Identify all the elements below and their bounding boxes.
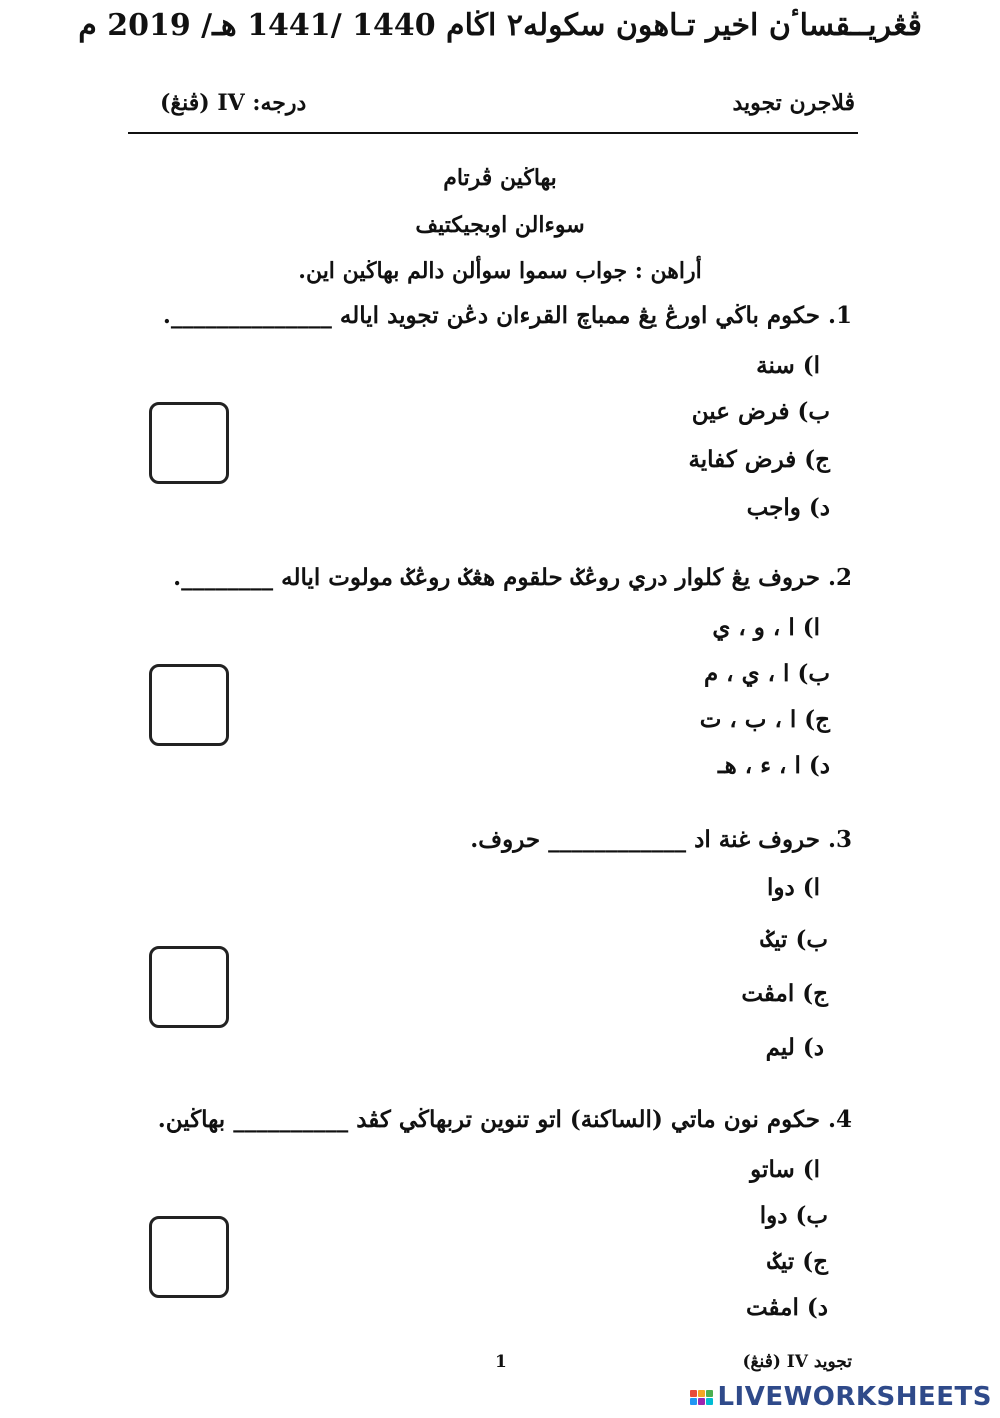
liveworksheets-logo-icon — [690, 1390, 713, 1405]
footer-subject: تجويد IV (ڤنڠ) — [742, 1352, 852, 1372]
question-3-option-d: د) ليم — [765, 1034, 824, 1061]
question-3-option-c: ج) امڤت — [741, 980, 828, 1007]
header-divider — [128, 132, 858, 134]
liveworksheets-wordmark: LIVEWORKSHEETS — [717, 1382, 992, 1412]
exam-title: ڤڠريــقساٴن اخير تـاهون سكوله٢ اڬام 1440 /1441 هـ/ 2019 م — [78, 8, 922, 43]
question-4-option-c: ج) تيݢ — [767, 1248, 828, 1275]
question-4-option-d: د) امڤت — [745, 1294, 828, 1321]
page-number: 1 — [495, 1352, 507, 1372]
subject-label: ڤلاجرن تجويد — [732, 90, 855, 116]
question-3-option-a: ا) دوا — [766, 874, 820, 901]
question-2-option-c: ج) ا ، ب ، ت — [699, 706, 830, 733]
question-1-answer-box[interactable] — [149, 402, 229, 484]
question-2-option-a: ا) ا ، و ، ي — [712, 614, 820, 641]
question-1-option-a: ا) سنة — [756, 352, 820, 379]
question-4-option-b: ب) دوا — [759, 1202, 828, 1229]
question-1-text: 1. حكوم باڬي اورڠ يڠ ممباچ القرءان دڠن تجويد اياله ______________. — [162, 302, 852, 329]
section-title: بهاڬين ڤرتام — [443, 165, 557, 191]
question-1-option-d: د) واجب — [746, 494, 830, 521]
liveworksheets-branding — [690, 1380, 992, 1414]
question-3-option-b: ب) تيݢ — [760, 926, 828, 953]
logo-tile — [690, 1398, 697, 1405]
question-3-answer-box[interactable] — [149, 946, 229, 1028]
question-3-text: 3. حروف غنة اد ____________ حروف. — [470, 826, 852, 853]
question-1-option-b: ب) فرض عين — [691, 398, 830, 425]
question-2-answer-box[interactable] — [149, 664, 229, 746]
logo-tile — [690, 1390, 697, 1397]
logo-tile — [698, 1390, 705, 1397]
question-4-text: 4. حكوم نون ماتي (الساكنة) اتو تنوين تربهاڬي كڤد __________ بهاڬين. — [157, 1106, 852, 1133]
question-2-option-b: ب) ا ، ي ، م — [703, 660, 830, 687]
question-4-option-a: ا) ساتو — [750, 1156, 820, 1183]
question-2-option-d: د) ا ، ء ، هـ — [717, 752, 830, 779]
section-subtitle: سوءالن اوبجيكتيف — [415, 212, 585, 238]
logo-tile — [706, 1398, 713, 1405]
logo-tile — [698, 1398, 705, 1405]
question-2-text: 2. حروف يڠ كلوار دري روڠݢ حلقوم هڠݢ روڠݢ مولوت اياله ________. — [173, 564, 852, 591]
question-4-answer-box[interactable] — [149, 1216, 229, 1298]
logo-tile — [706, 1390, 713, 1397]
question-1-option-c: ج) فرض كفاية — [688, 446, 830, 473]
grade-label: درجه: IV (ڤنڠ) — [160, 90, 307, 116]
instruction-text: أراهن : جواب سموا سوألن دالم بهاڬين اين. — [298, 258, 702, 284]
